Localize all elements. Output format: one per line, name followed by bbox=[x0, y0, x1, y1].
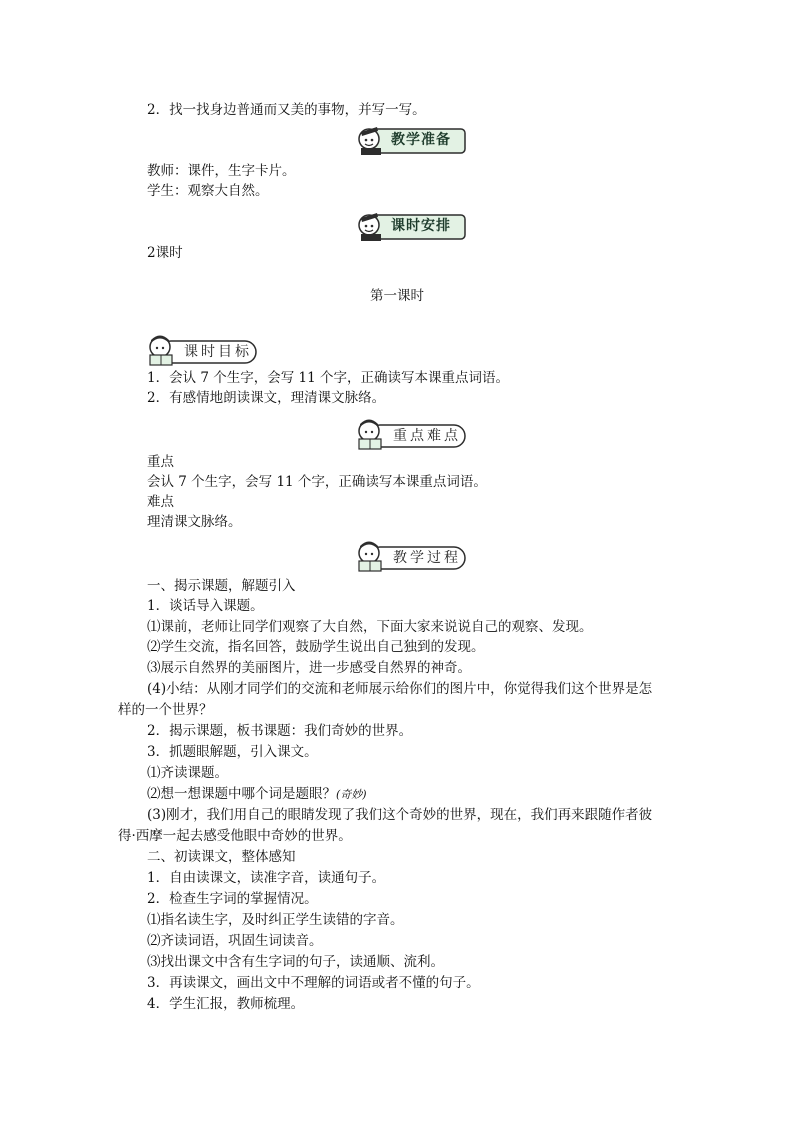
step-subitem: (3)刚才，我们用自己的眼睛发现了我们这个奇妙的世界，现在，我们再来跟随作者彼 bbox=[147, 807, 653, 823]
step-item: 1．谈话导入课题。 bbox=[147, 598, 264, 614]
key-label: 重点 bbox=[147, 454, 174, 470]
key-content: 会认 7 个生字，会写 11 个字，正确读写本课重点词语。 bbox=[147, 474, 487, 490]
step-subitem: ⑴课前，老师让同学们观察了大自然，下面大家来说说自己的观察、发现。 bbox=[147, 619, 593, 635]
step-item: 2．检查生字词的掌握情况。 bbox=[147, 891, 318, 907]
difficulty-content: 理清课文脉络。 bbox=[147, 514, 242, 530]
objective-1: 1．会认 7 个生字，会写 11 个字，正确读写本课重点词语。 bbox=[147, 370, 510, 386]
step-subitem bbox=[147, 784, 367, 805]
step-item: 3．抓题眼解题，引入课文。 bbox=[147, 744, 318, 760]
step-subitem: ⑵学生交流，指名回答，鼓励学生说出自己独到的发现。 bbox=[147, 639, 485, 655]
lesson-heading: 第一课时 bbox=[370, 288, 424, 304]
banner-label: 课时安排 bbox=[391, 218, 451, 234]
question-text: ⑵想一想课题中哪个词是题眼？ bbox=[147, 786, 336, 802]
objective-2: 2．有感情地朗读课文，理清课文脉络。 bbox=[147, 390, 386, 406]
prep-student: 学生：观察大自然。 bbox=[147, 183, 269, 199]
handwritten-answer: (奇妙) bbox=[336, 788, 367, 801]
banner-label: 课时目标 bbox=[184, 344, 252, 360]
step-subitem-continued: 样的一个世界？ bbox=[118, 702, 213, 718]
banner-label: 重点难点 bbox=[393, 428, 461, 444]
step-subitem: ⑴齐读课题。 bbox=[147, 765, 228, 781]
step-heading-2: 二、初读课文，整体感知 bbox=[147, 849, 296, 865]
section-banner-key-points bbox=[355, 417, 467, 449]
section-banner-schedule bbox=[355, 209, 467, 241]
difficulty-label: 难点 bbox=[147, 494, 174, 510]
step-heading-1: 一、揭示课题，解题引入 bbox=[147, 578, 296, 594]
prep-teacher: 教师：课件，生字卡片。 bbox=[147, 163, 296, 179]
step-item: 4．学生汇报，教师梳理。 bbox=[147, 996, 305, 1012]
banner-label: 教学准备 bbox=[391, 132, 451, 148]
step-subitem: ⑵齐读词语，巩固生词读音。 bbox=[147, 933, 323, 949]
task-item-2: 2．找一找身边普通而又美的事物，并写一写。 bbox=[147, 102, 426, 118]
step-subitem: ⑶展示自然界的美丽图片，进一步感受自然界的神奇。 bbox=[147, 660, 471, 676]
section-banner-objectives bbox=[146, 333, 258, 365]
section-banner-process bbox=[355, 539, 467, 571]
step-subitem: ⑴指名读生字，及时纠正学生读错的字音。 bbox=[147, 912, 404, 928]
schedule-count: 2课时 bbox=[147, 245, 183, 261]
step-item: 3．再读课文，画出文中不理解的词语或者不懂的句子。 bbox=[147, 975, 480, 991]
step-subitem: ⑶找出课文中含有生字词的句子，读通顺、流利。 bbox=[147, 954, 444, 970]
step-item: 2．揭示课题，板书课题：我们奇妙的世界。 bbox=[147, 723, 413, 739]
step-item: 1．自由读课文，读准字音，读通句子。 bbox=[147, 870, 386, 886]
step-subitem: (4)小结：从刚才同学们的交流和老师展示给你们的图片中，你觉得我们这个世界是怎 bbox=[147, 681, 653, 697]
step-subitem-continued: 得·西摩一起去感受他眼中奇妙的世界。 bbox=[118, 828, 352, 844]
banner-label: 教学过程 bbox=[393, 550, 461, 566]
section-banner-teaching-prep bbox=[355, 123, 467, 155]
